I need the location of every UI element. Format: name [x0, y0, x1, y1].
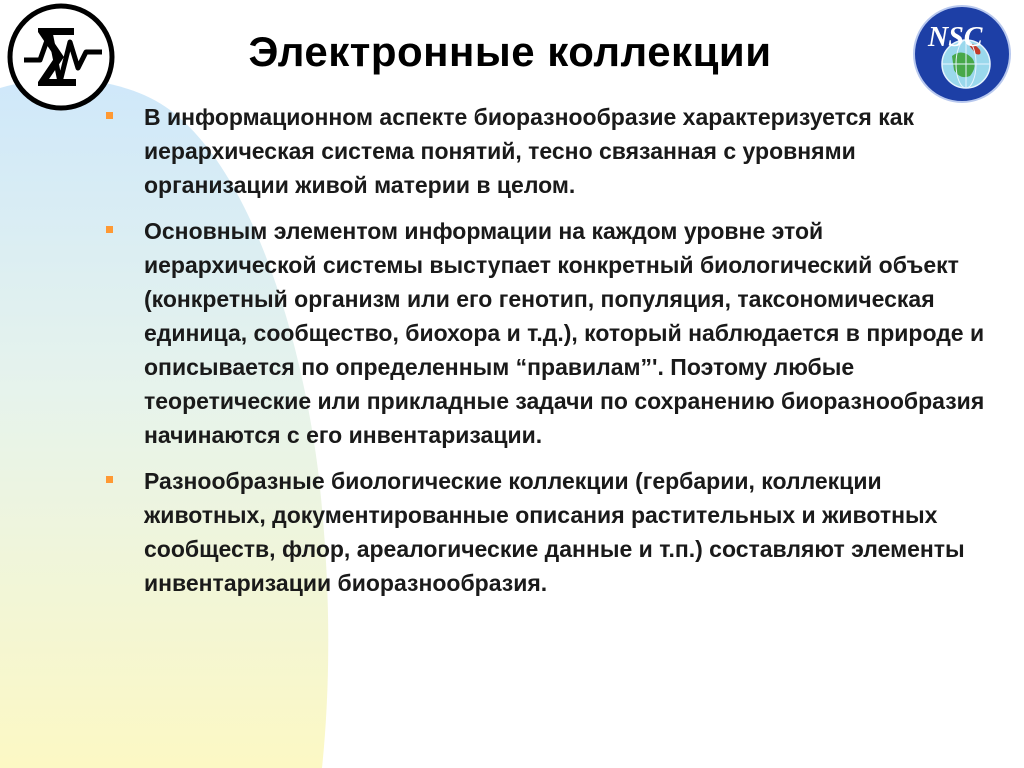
slide-title: Электронные коллекции: [248, 28, 772, 75]
bullet-item: [100, 214, 1000, 452]
svg-text:NSC: NSC: [928, 22, 983, 53]
bullet-list: [100, 100, 1000, 612]
bullet-square-icon: [106, 226, 113, 233]
nsc-globe-logo-icon: [912, 4, 1012, 104]
sigma-wave-logo-icon: [4, 2, 118, 112]
bullet-item: [100, 100, 1000, 202]
bullet-text: Основным элементом информации на каждом уровне этой иерархической системы выступает конкретный биологический объект (конкретный организм или его генотип, популяция, таксономическая единица, сообщество, биохора и т.д.), который наблюдается в природе и описывается по определенным “правилам”'. Поэтому любые теоретические или прикладные задачи по сохранению биоразнообразия начинаются с его инвентаризации.: [144, 218, 985, 448]
bullet-item: [100, 464, 1000, 600]
bullet-text: Разнообразные биологические коллекции (гербарии, коллекции животных, документированные описания растительных и животных сообществ, флор, ареалогические данные и т.п.) составляют элементы инвентаризации биоразнообразия.: [144, 468, 965, 596]
bullet-square-icon: [106, 112, 113, 119]
bullet-square-icon: [106, 476, 113, 483]
bullet-text: В информационном аспекте биоразнообразие характеризуется как иерархическая система понятий, тесно связанная с уровнями организации живой материи в целом.: [144, 104, 915, 198]
